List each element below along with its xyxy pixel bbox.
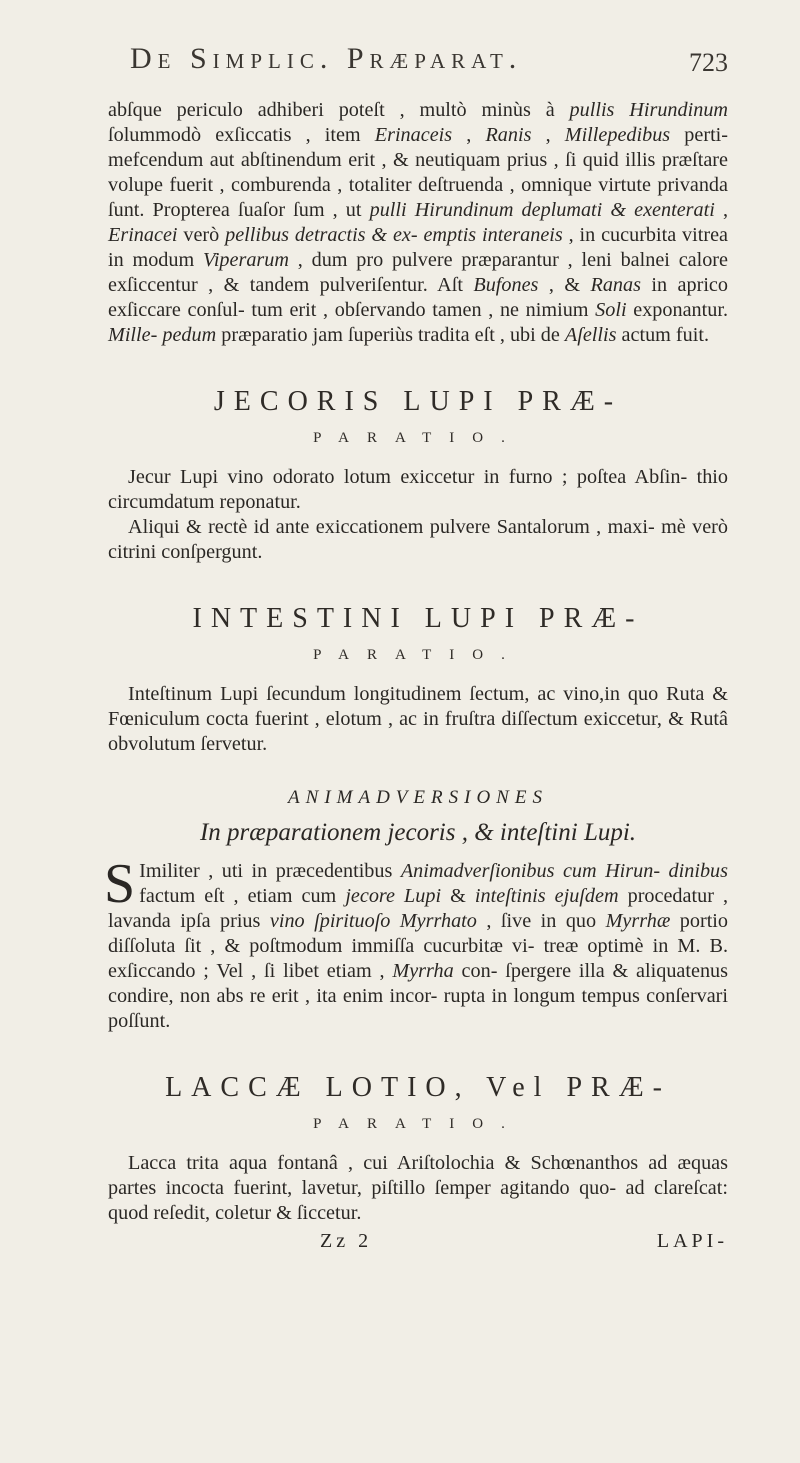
section-subheading-intestini: PARATIO. bbox=[313, 647, 523, 663]
intro-text: exponantur. bbox=[626, 299, 728, 321]
animadv-text: , ſive in quo bbox=[476, 910, 606, 932]
animadv-italic: Myrrhæ bbox=[605, 910, 671, 932]
intro-text: verò bbox=[177, 224, 226, 246]
intro-italic: Bufones bbox=[473, 274, 539, 296]
section-heading-laccae: LACCÆ LOTIO, Vel PRÆ- bbox=[165, 1072, 671, 1103]
animadv-text: Imiliter , uti in præcedentibus bbox=[139, 860, 401, 882]
animadv-italic: Myrrha bbox=[392, 960, 454, 982]
jecoris-paragraph-2: Aliqui & rectè id ante exiccationem pulvere Santalorum , maxi- mè verò citrini conſpergunt. bbox=[108, 516, 728, 563]
intro-italic: pullis Hirundinum bbox=[569, 99, 728, 121]
intro-italic: pellibus detractis & ex- emptis interaneis bbox=[225, 224, 563, 246]
intestini-paragraph: Inteſtinum Lupi ſecundum longitudinem ſectum, ac vino,in quo Ruta & Fœniculum cocta fuerint , elotum , ac in fruſtra diſſectum exiccetur, & Rutâ obvolutum ſervetur. bbox=[108, 683, 728, 755]
animadv-italic: jecore Lupi bbox=[345, 885, 442, 907]
running-head-title: De Simplic. Præparat. bbox=[130, 42, 523, 75]
intro-text: , & bbox=[538, 274, 591, 296]
page-footer bbox=[108, 1230, 728, 1260]
intro-italic: Ranas bbox=[590, 274, 641, 296]
animadv-text: procedatur , lavanda ipſa prius bbox=[108, 885, 729, 932]
section-heading-intestini: INTESTINI LUPI PRÆ- bbox=[192, 603, 644, 634]
laccae-paragraph: Lacca trita aqua fontanâ , cui Ariſtolochia & Schœnanthos ad æquas partes incocta fuerint, lavetur, piſtillo ſemper agitando quo- ad clareſcat: quod reſedit, coletur & ſiccetur. bbox=[108, 1152, 728, 1224]
intro-italic: Mille- pedum bbox=[108, 324, 217, 346]
intro-italic: Erinacei bbox=[108, 224, 178, 246]
intro-text: , bbox=[452, 124, 486, 146]
animadv-italic: inteſtinis ejuſdem bbox=[474, 885, 619, 907]
intro-text: abſque periculo adhiberi poteſt , multò minùs à bbox=[108, 99, 570, 121]
intro-paragraph bbox=[108, 98, 728, 348]
catchword: LAPI- bbox=[656, 1230, 728, 1252]
animadv-italic: Animadverſionibus cum Hirun- dinibus bbox=[400, 860, 728, 882]
intro-text: , dum pro pulvere præparantur , leni balnei calore exſiccentur , & tandem pulveriſentur. Aſt bbox=[108, 249, 728, 296]
intro-text: , bbox=[714, 199, 728, 221]
intro-italic: Ranis bbox=[485, 124, 532, 146]
section-heading-animadversiones: ANIMADVERSIONES bbox=[288, 787, 548, 808]
section-subheading-laccae: PARATIO. bbox=[313, 1116, 523, 1132]
intro-italic: Soli bbox=[595, 299, 627, 321]
signature-mark: Zz 2 bbox=[320, 1230, 373, 1252]
section-subheading-jecoris: PARATIO. bbox=[313, 430, 523, 446]
intro-italic: pulli Hirundinum deplumati & exenterati bbox=[369, 199, 715, 221]
section-subheading-animadversiones: In præparationem jecoris , & inteſtini Lupi. bbox=[199, 819, 637, 846]
intro-text: , bbox=[531, 124, 565, 146]
running-head bbox=[108, 42, 728, 98]
intro-italic: Millepedibus bbox=[564, 124, 671, 146]
animadv-text: & bbox=[441, 885, 475, 907]
intro-italic: Erinaceis bbox=[374, 124, 453, 146]
intro-text: in aprico exſiccare conſul- tum erit , obſervando tamen , ne nimium bbox=[108, 274, 728, 321]
animadversiones-paragraph bbox=[104, 853, 729, 1034]
intro-text: ſolummodò exſiccatis , item bbox=[108, 124, 375, 146]
intro-italic: Viperarum bbox=[202, 249, 289, 271]
intro-text: , in cucurbita vitrea in modum bbox=[108, 224, 728, 271]
intro-text: perti- mefcendum aut abſtinendum erit , & neutiquam prius , ſi quid illis præſtare volupe fuerit , comburenda , totaliter deſtruenda , omnique virtute privanda ſunt. Propterea ſuaſor ſum , ut bbox=[108, 124, 729, 221]
section-heading-jecoris: JECORIS LUPI PRÆ- bbox=[213, 386, 623, 417]
animadv-italic: vino ſpirituoſo Myrrhato bbox=[269, 910, 477, 932]
intro-text: præparatio jam ſuperiùs tradita eſt , ubi de bbox=[216, 324, 565, 346]
animadv-text: con- ſpergere illa & aliquatenus condire, non abs re erit , ita enim incor- rupta in longum tempus conſervari poſſunt. bbox=[108, 960, 728, 1032]
intro-italic: Aſellis bbox=[564, 324, 617, 346]
animadv-text: factum eſt , etiam cum bbox=[139, 885, 346, 907]
animadv-text: portio diſſoluta ſit , & poſtmodum immiſſa cucurbitæ vi- treæ optimè in M. B. exſiccando ; Vel , ſi libet etiam , bbox=[108, 910, 728, 982]
drop-cap: S bbox=[104, 853, 136, 915]
intro-text: actum fuit. bbox=[616, 324, 709, 346]
jecoris-paragraph-1: Jecur Lupi vino odorato lotum exiccetur in furno ; poſtea Abſin- thio circumdatum reponatur. bbox=[108, 466, 728, 513]
page-number: 723 bbox=[689, 48, 728, 77]
